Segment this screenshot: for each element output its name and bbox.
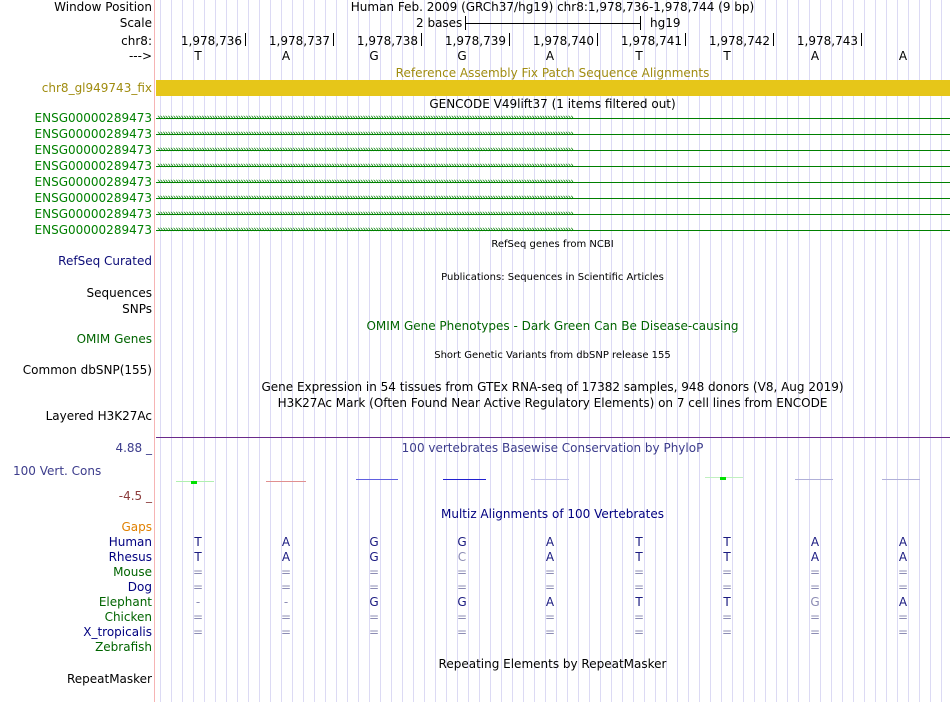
alignment-base: = [368, 625, 380, 639]
gene-strand-arrows: ›››››››››››››››››››››››››››››››››››››››››››››››››››››››››››››››››››››››››››››››››››››››››››››››››››››››››››››››››››››››››››››››››››››››››››››››››››››››››››››››› [157, 130, 573, 139]
gencode-item-label[interactable]: ENSG00000289473 [34, 111, 152, 125]
repeatmasker-title: Repeating Elements by RepeatMasker [438, 657, 667, 671]
strand-label: ---> [128, 49, 152, 63]
alignment-base: = [809, 580, 821, 594]
alignment-base: = [544, 625, 556, 639]
gene-strand-arrows: ›››››››››››››››››››››››››››››››››››››››››››››››››››››››››››››››››››››››››››››››››››››››››››››››››››››››››››››››››››››››››››››››››››››››››››››››››››››››››››››››› [157, 162, 573, 171]
alignment-base: = [721, 625, 733, 639]
alignment-base: A [281, 550, 291, 564]
alignment-base: = [192, 610, 204, 624]
alignment-base: = [368, 610, 380, 624]
gencode-item-label[interactable]: ENSG00000289473 [34, 223, 152, 237]
refseq-label[interactable]: RefSeq Curated [58, 254, 152, 268]
chrom-position-tick [861, 33, 862, 46]
phylop-score-1-mark [191, 481, 197, 484]
phylop-label[interactable]: 100 Vert. Cons [13, 464, 102, 478]
window-position-label: Window Position [54, 0, 152, 14]
phylop-title: 100 vertebrates Basewise Conservation by PhyloP [401, 441, 704, 455]
alignment-base: T [194, 535, 202, 549]
scale-bar [465, 23, 641, 24]
alignment-base: = [456, 580, 468, 594]
snps-label[interactable]: SNPs [122, 302, 152, 316]
alignment-base: G [810, 595, 820, 609]
omim-label[interactable]: OMIM Genes [76, 332, 152, 346]
phylop-score-8 [882, 479, 920, 480]
alignment-base: = [633, 625, 645, 639]
chrom-position-label: 1,978,740 [532, 34, 594, 48]
alignment-base: = [280, 610, 292, 624]
repeatmasker-label[interactable]: RepeatMasker [66, 672, 152, 686]
gene-strand-arrows: ›››››››››››››››››››››››››››››››››››››››››››››››››››››››››››››››››››››››››››››››››››››››››››››››››››››››››››››››››››››››››››››››››››››››››››››››››››››››››››››››› [157, 194, 573, 203]
sequence-base: A [281, 49, 291, 63]
sequence-base: G [369, 49, 379, 63]
gtex-title: Gene Expression in 54 tissues from GTEx RNA-seq of 17382 samples, 948 donors (V8, Aug 2019) [261, 380, 844, 394]
phylop-min-label: -4.5 _ [118, 489, 152, 503]
alignment-base: G [369, 550, 379, 564]
chrom-position-tick [333, 33, 334, 46]
alignment-base: A [545, 595, 555, 609]
alignment-base: = [721, 610, 733, 624]
gene-strand-arrows: ›››››››››››››››››››››››››››››››››››››››››››››››››››››››››››››››››››››››››››››››››››››››››››››››››››››››››››››››››››››››››››››››››››››››››››››››››››››››››››››››› [157, 146, 573, 155]
alignment-base: = [897, 580, 909, 594]
sequence-base: T [723, 49, 731, 63]
gene-strand-arrows: ›››››››››››››››››››››››››››››››››››››››››››››››››››››››››››››››››››››››››››››››››››››››››››››››››››››››››››››››››››››››››››››››››››››››››››››››››››››››››››››››› [157, 210, 573, 219]
alignment-base: - [283, 595, 289, 609]
alignment-base: A [810, 535, 820, 549]
gencode-item-label[interactable]: ENSG00000289473 [34, 175, 152, 189]
sequence-base: A [810, 49, 820, 63]
scale-label: Scale [119, 16, 152, 30]
chrom-position-tick [773, 33, 774, 46]
species-label[interactable]: Human [108, 535, 152, 549]
phylop-score-7 [795, 479, 833, 480]
alignment-base: A [545, 535, 555, 549]
gene-strand-arrows: ›››››››››››››››››››››››››››››››››››››››››››››››››››››››››››››››››››››››››››››››››››››››››››››››››››››››››››››››››››››››››››››››››››››››››››››››››››››››››››››››› [157, 226, 573, 235]
phylop-score-5 [531, 479, 569, 480]
dbsnp-label[interactable]: Common dbSNP(155) [22, 363, 152, 377]
gencode-item-label[interactable]: ENSG00000289473 [34, 191, 152, 205]
alignment-base: = [633, 610, 645, 624]
alignment-base: = [809, 610, 821, 624]
publications-title: Publications: Sequences in Scientific Articles [441, 272, 664, 283]
refseq-title: RefSeq genes from NCBI [491, 239, 614, 250]
phylop-max-label: 4.88 _ [115, 441, 152, 455]
chrom-position-tick [509, 33, 510, 46]
scale-bar-left-tick [465, 16, 466, 30]
alignment-base: = [456, 565, 468, 579]
h3k27ac-label[interactable]: Layered H3K27Ac [45, 409, 152, 423]
fix-patch-title: Reference Assembly Fix Patch Sequence Alignments [395, 66, 710, 80]
gencode-item-label[interactable]: ENSG00000289473 [34, 127, 152, 141]
alignment-base: = [897, 565, 909, 579]
alignment-base: T [723, 535, 731, 549]
fix-patch-bar[interactable] [156, 80, 950, 96]
alignment-base: T [635, 535, 643, 549]
alignment-base: = [544, 610, 556, 624]
alignment-base: A [898, 550, 908, 564]
publications-label[interactable]: Sequences [86, 286, 152, 300]
species-label[interactable]: Rhesus [108, 550, 152, 564]
species-label[interactable]: Dog [127, 580, 152, 594]
alignment-base: = [897, 610, 909, 624]
gencode-title: GENCODE V49lift37 (1 items filtered out) [429, 97, 676, 111]
species-label[interactable]: Mouse [113, 565, 152, 579]
alignment-base: T [635, 550, 643, 564]
alignment-base: = [368, 565, 380, 579]
scale-assembly: hg19 [650, 16, 681, 30]
chrom-position-label: 1,978,742 [708, 34, 770, 48]
phylop-score-2 [266, 481, 306, 482]
alignment-base: T [635, 595, 643, 609]
phylop-top-line [156, 437, 950, 438]
alignment-base: = [721, 580, 733, 594]
alignment-base: G [457, 595, 467, 609]
species-label[interactable]: Chicken [104, 610, 152, 624]
scale-text: 2 bases [416, 16, 463, 30]
alignment-base: - [195, 595, 201, 609]
h3k27ac-title: H3K27Ac Mark (Often Found Near Active Regulatory Elements) on 7 cell lines from ENCODE [277, 396, 828, 410]
alignment-base: A [898, 535, 908, 549]
gaps-label[interactable]: Gaps [121, 520, 152, 534]
chrom-position-label: 1,978,738 [356, 34, 418, 48]
gene-strand-arrows: ›››››››››››››››››››››››››››››››››››››››››››››››››››››››››››››››››››››››››››››››››››››››››››››››››››››››››››››››››››››››››››››››››››››››››››››››››››››››››››››››› [157, 178, 573, 187]
alignment-base: A [810, 550, 820, 564]
alignment-base: = [280, 625, 292, 639]
sequence-base: T [194, 49, 202, 63]
alignment-base: = [633, 565, 645, 579]
chrom-position-label: 1,978,736 [180, 34, 242, 48]
alignment-base: T [723, 595, 731, 609]
alignment-base: = [897, 625, 909, 639]
sequence-base: G [457, 49, 467, 63]
dbsnp-title: Short Genetic Variants from dbSNP release 155 [434, 350, 671, 361]
alignment-base: A [281, 535, 291, 549]
phylop-score-4 [443, 479, 486, 480]
alignment-base: A [545, 550, 555, 564]
alignment-base: T [723, 550, 731, 564]
gencode-item-label[interactable]: ENSG00000289473 [34, 143, 152, 157]
alignment-base: = [721, 565, 733, 579]
species-label[interactable]: Elephant [98, 595, 152, 609]
alignment-base: = [544, 580, 556, 594]
chrom-position-tick [685, 33, 686, 46]
gencode-item-label[interactable]: ENSG00000289473 [34, 159, 152, 173]
sequence-base: T [635, 49, 643, 63]
alignment-base: G [457, 535, 467, 549]
chrom-position-label: 1,978,737 [268, 34, 330, 48]
alignment-base: A [898, 595, 908, 609]
alignment-base: = [809, 565, 821, 579]
alignment-base: G [369, 535, 379, 549]
alignment-base: T [194, 550, 202, 564]
fix-patch-label[interactable]: chr8_gl949743_fix [41, 81, 152, 95]
alignment-base: = [633, 580, 645, 594]
chrom-position-tick [245, 33, 246, 46]
window-position-value: Human Feb. 2009 (GRCh37/hg19) chr8:1,978,736-1,978,744 (9 bp) [350, 0, 755, 14]
chrom-position-label: 1,978,741 [620, 34, 682, 48]
gene-strand-arrows: ›››››››››››››››››››››››››››››››››››››››››››››››››››››››››››››››››››››››››››››››››››››››››››››››››››››››››››››››››››››››››››››››››››››››››››››››››››››››››››››››› [157, 114, 573, 123]
sequence-base: A [898, 49, 908, 63]
alignment-base: = [192, 580, 204, 594]
alignment-base: = [368, 580, 380, 594]
chrom-position-label: 1,978,743 [796, 34, 858, 48]
alignment-base: = [456, 625, 468, 639]
alignment-base: = [192, 625, 204, 639]
alignment-base: = [192, 565, 204, 579]
multiz-title: Multiz Alignments of 100 Vertebrates [440, 507, 665, 521]
phylop-score-3 [356, 479, 398, 480]
alignment-base: = [456, 610, 468, 624]
scale-bar-right-tick [640, 16, 641, 30]
alignment-base: = [280, 580, 292, 594]
species-label[interactable]: Zebrafish [95, 640, 152, 654]
alignment-base: = [544, 565, 556, 579]
chrom-position-tick [421, 33, 422, 46]
chrom-label: chr8: [121, 34, 152, 48]
sequence-base: A [545, 49, 555, 63]
alignment-base: = [280, 565, 292, 579]
alignment-base: C [457, 550, 467, 564]
phylop-score-6-mark [720, 477, 726, 480]
alignment-base: = [809, 625, 821, 639]
omim-title: OMIM Gene Phenotypes - Dark Green Can Be Disease-causing [366, 319, 739, 333]
chrom-position-label: 1,978,739 [444, 34, 506, 48]
species-label[interactable]: X_tropicalis [83, 625, 152, 639]
alignment-base: G [369, 595, 379, 609]
chrom-position-tick [597, 33, 598, 46]
gencode-item-label[interactable]: ENSG00000289473 [34, 207, 152, 221]
